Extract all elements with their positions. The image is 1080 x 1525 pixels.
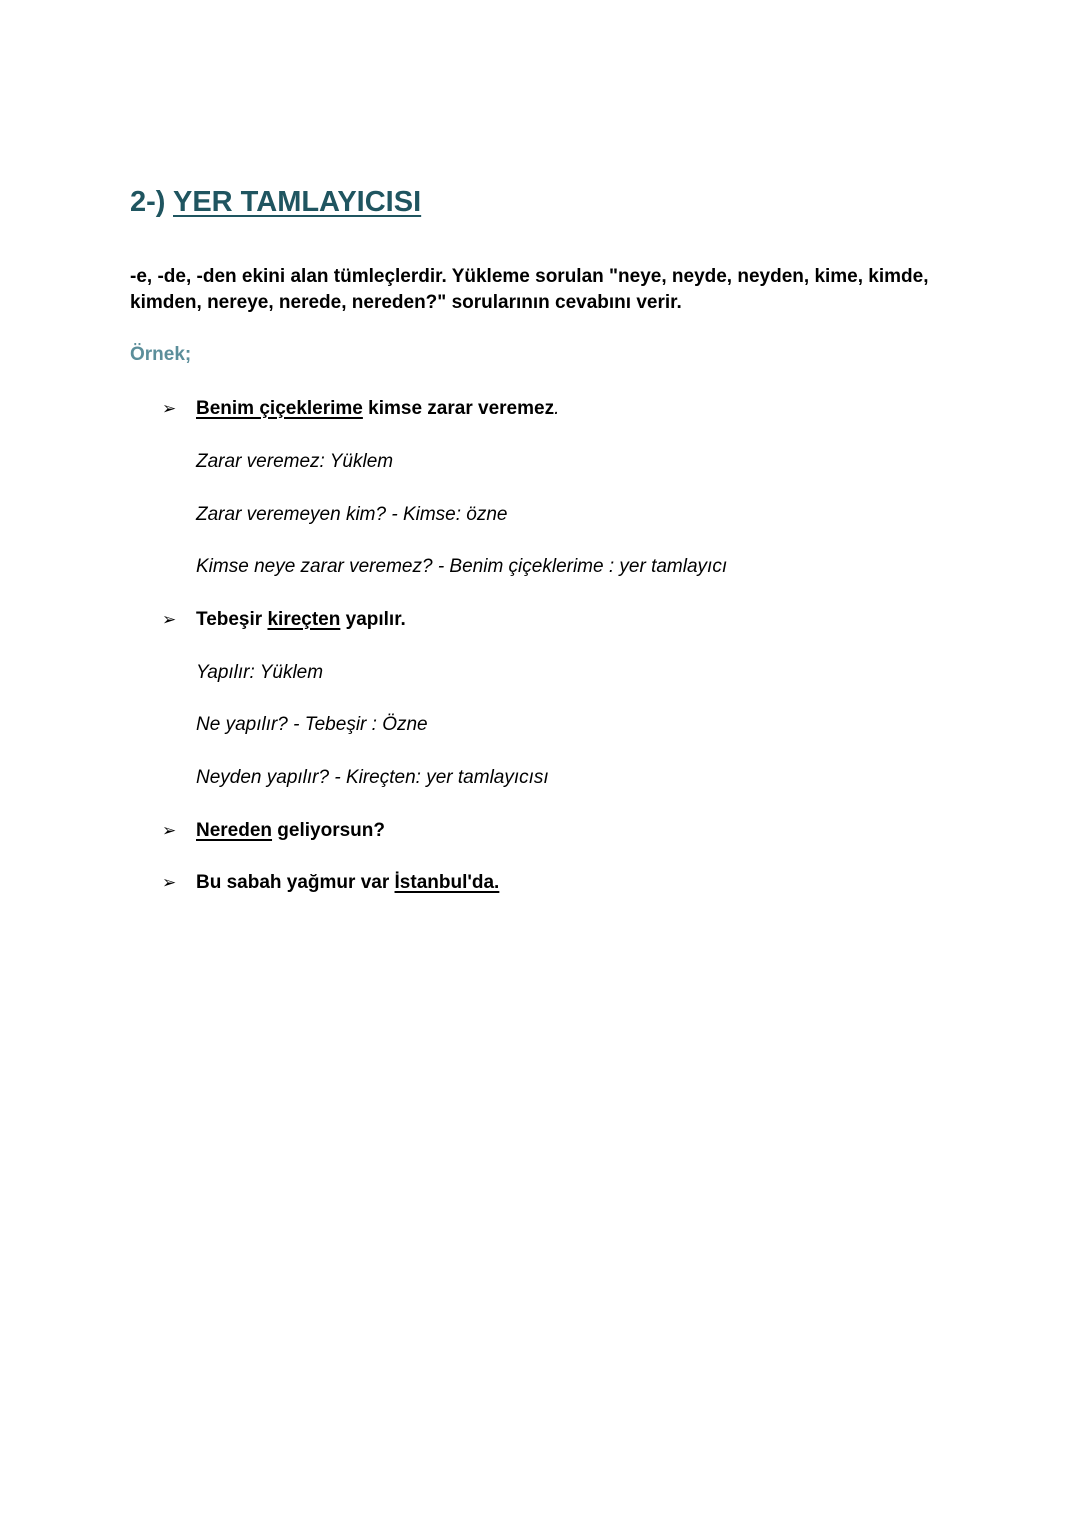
- sentence-start: Tebeşir: [196, 609, 268, 630]
- bullet-arrow-icon: ➢: [162, 610, 177, 629]
- underlined-phrase: kireçten: [267, 609, 341, 630]
- note-line: Yapılır: Yüklem: [196, 662, 324, 683]
- section-title[interactable]: YER TAMLAYICISI: [173, 186, 422, 218]
- note-line: Ne yapılır? - Tebeşir : Özne: [196, 714, 428, 735]
- bullet-item-4: [162, 871, 500, 895]
- note-line: Zarar veremeyen kim? - Kimse: özne: [196, 504, 508, 525]
- example-label: Örnek;: [130, 344, 192, 365]
- sentence-rest: yapılır.: [340, 609, 406, 630]
- sentence-rest: geliyorsun?: [272, 820, 385, 841]
- underlined-phrase: Benim çiçeklerime: [196, 398, 363, 419]
- bullet-item-3: [162, 819, 385, 843]
- underlined-phrase: Nereden: [196, 820, 273, 841]
- bullet-arrow-icon: ➢: [162, 873, 177, 892]
- underlined-phrase: İstanbul'da.: [394, 872, 500, 893]
- note-line: Neyden yapılır? - Kireçten: yer tamlayıcısı: [196, 767, 549, 788]
- bullet-item-1: [162, 397, 560, 421]
- note-line: Zarar veremez: Yüklem: [196, 451, 394, 472]
- section-number: 2-): [130, 186, 166, 218]
- sentence-start: Bu sabah yağmur var: [196, 872, 395, 893]
- note-line: Kimse neye zarar veremez? - Benim çiçeklerime : yer tamlayıcı: [196, 556, 728, 577]
- section-heading: [130, 186, 421, 219]
- bullet-arrow-icon: ➢: [162, 821, 177, 840]
- bullet-item-2: [162, 608, 406, 632]
- sentence-rest: kimse zarar veremez: [362, 398, 555, 419]
- bullet-arrow-icon: ➢: [162, 399, 177, 418]
- sentence-end: .: [554, 398, 560, 419]
- intro-paragraph: -e, -de, -den ekini alan tümleçlerdir. Yükleme sorulan "neye, neyde, neyden, kime, kimde, kimden, nereye, nerede, nereden?" sorularının cevabını verir.: [130, 266, 929, 313]
